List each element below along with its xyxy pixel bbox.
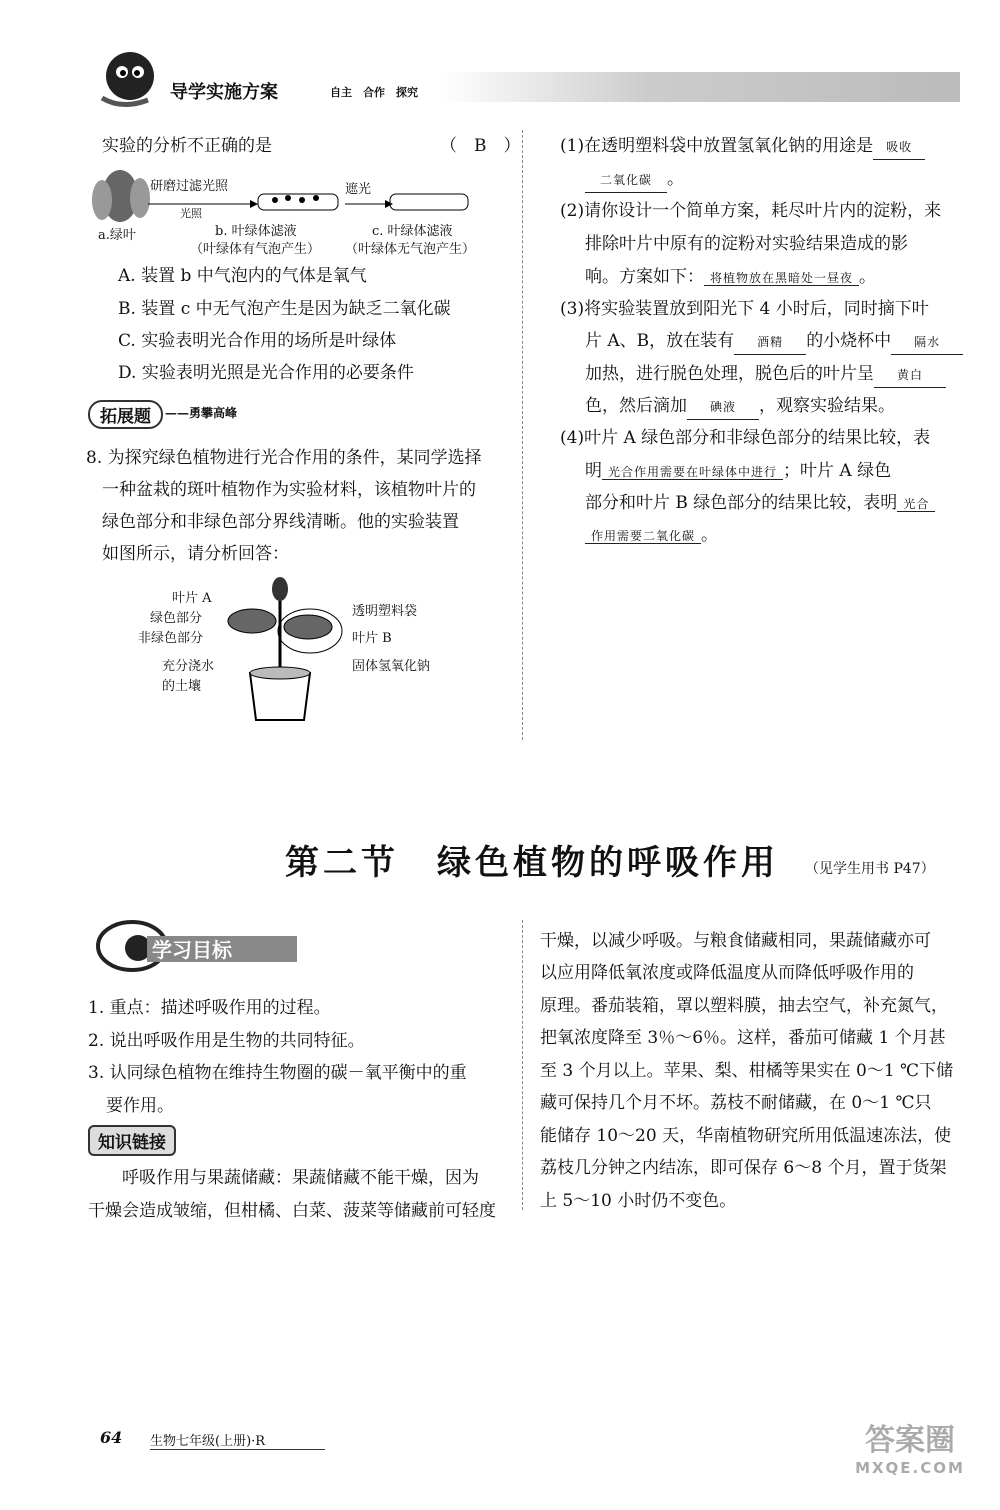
plant-diagram [210,575,350,725]
label-green: 绿色部分 [150,611,203,626]
r-p3b: 片 A、B，放在装有 酒精 的小烧杯中 隔水 [585,325,963,357]
label-b2: （叶绿体有气泡产生） [190,242,321,257]
r-p2a: (2)请你设计一个简单方案，耗尽叶片内的淀粉，来 [560,201,942,221]
footer-book: 生物七年级(上册)·R [150,1430,325,1450]
watermark: 答案圈 MXQE.COM [855,1423,965,1477]
arrow1-top: 研磨过滤光照 [150,179,229,194]
arrow1-bottom: 光照 [180,207,202,220]
label-naoh: 固体氢氧化钠 [352,659,431,674]
link-right-7: 能储存 10～20 天，华南植物研究所用低温速冻法，使 [540,1126,952,1146]
r-p1: (1)在透明塑料袋中放置氢氧化钠的用途是 吸收 [560,130,925,162]
r-p2b: 排除叶片中原有的淀粉对实验结果造成的影 [585,234,908,254]
ext-badge: 拓展题 [88,400,163,429]
label-c2: （叶绿体无气泡产生） [345,242,476,257]
link-right-8: 荔枝几分钟之内结冻，即可保存 6～8 个月，置于货架 [540,1158,947,1178]
header-band [440,72,960,102]
q7-option-d: D. 实验表明光照是光合作用的必要条件 [118,363,414,383]
q7-stem: 实验的分析不正确的是 [102,136,272,156]
r-p4c: 部分和叶片 B 绿色部分的结果比较，表明 光合 [585,487,935,519]
column-divider-2 [522,920,523,1210]
label-soil-1: 充分浇水 [162,659,215,674]
label-b: b. 叶绿体滤液 [215,224,297,239]
r-p3a: (3)将实验装置放到阳光下 4 小时后，同时摘下叶 [560,299,929,319]
arrow2-top: 遮光 [345,182,372,197]
link-right-4: 把氧浓度降至 3％～6％。这样，番茄可储藏 1 个月甚 [540,1028,946,1048]
q7-option-c: C. 实验表明光合作用的场所是叶绿体 [118,331,397,351]
link-left-2: 干燥会造成皱缩，但柑橘、白菜、菠菜等储藏前可轻度 [88,1201,496,1221]
section-title: 第二节 绿色植物的呼吸作用 [285,843,779,883]
r-p4d: 作用需要二氧化碳 。 [585,519,718,551]
goal-3: 3. 认同绿色植物在维持生物圈的碳－氧平衡中的重 [88,1063,467,1083]
r-p3c: 加热，进行脱色处理，脱色后的叶片呈 黄白 [585,358,946,390]
link-right-9: 上 5～10 小时仍不变色。 [540,1191,737,1211]
label-a: a.绿叶 [98,228,136,243]
leaf-icon [92,170,150,222]
link-right-6: 藏可保持几个月不坏。荔枝不耐储藏，在 0～1 ℃只 [540,1093,932,1113]
r-p2c: 响。方案如下： 将植物放在黑暗处一昼夜 。 [585,267,877,287]
header-title: 导学实施方案 [170,82,278,103]
header-tags: 自主 合作 探究 [330,86,418,99]
label-bag: 透明塑料袋 [352,604,418,619]
link-left-1: 呼吸作用与果蔬储藏：果蔬储藏不能干燥，因为 [122,1168,479,1188]
page-number: 64 [100,1428,123,1447]
q7-option-b: B. 装置 c 中无气泡产生是因为缺乏二氧化碳 [118,299,451,319]
goal-2: 2. 说出呼吸作用是生物的共同特征。 [88,1031,365,1051]
label-leaf-a: 叶片 A [172,591,212,606]
label-leaf-b: 叶片 B [352,631,392,646]
r-p1b: 二氧化碳 。 [585,163,684,195]
label-c: c. 叶绿体滤液 [372,224,453,239]
goal-3b: 要作用。 [106,1096,174,1116]
ext-sub: ——勇攀高峰 [165,406,238,420]
q7-option-a: A. 装置 b 中气泡内的气体是氧气 [118,266,367,286]
r-p4a: (4)叶片 A 绿色部分和非绿色部分的结果比较，表 [560,428,931,448]
q8-line-1: 8. 为探究绿色植物进行光合作用的条件，某同学选择 [86,448,482,468]
q8-line-3: 绿色部分和非绿色部分界线清晰。他的实验装置 [102,512,459,532]
q7-answer: （ B ） [440,136,521,156]
link-right-5: 至 3 个月以上。苹果、梨、柑橘等果实在 0～1 ℃下储 [540,1061,954,1081]
goal-1: 1. 重点：描述呼吸作用的过程。 [88,998,331,1018]
goals-badge: 学习目标 [92,918,302,973]
column-divider [522,130,523,740]
q8-line-2: 一种盆栽的斑叶植物作为实验材料，该植物叶片的 [102,480,476,500]
r-p4b: 明 光合作用需要在叶绿体中进行 ；叶片 A 绿色 [585,461,892,481]
r-p3d: 色，然后滴加 碘液 ，观察实验结果。 [585,390,895,422]
section-ref: （见学生用书 P47） [805,861,935,877]
link-right-2: 以应用降低氧浓度或降低温度从而降低呼吸作用的 [540,963,914,983]
q8-line-4: 如图所示，请分析回答： [102,544,289,564]
link-right-3: 原理。番茄装箱，罩以塑料膜，抽去空气，补充氮气， [540,996,948,1016]
link-badge: 知识链接 [88,1125,176,1156]
label-soil-2: 的土壤 [162,679,202,694]
link-right-1: 干燥，以减少呼吸。与粮食储藏相同，果蔬储藏亦可 [540,931,931,951]
label-nongreen: 非绿色部分 [138,631,204,646]
mascot-icon [92,48,162,110]
